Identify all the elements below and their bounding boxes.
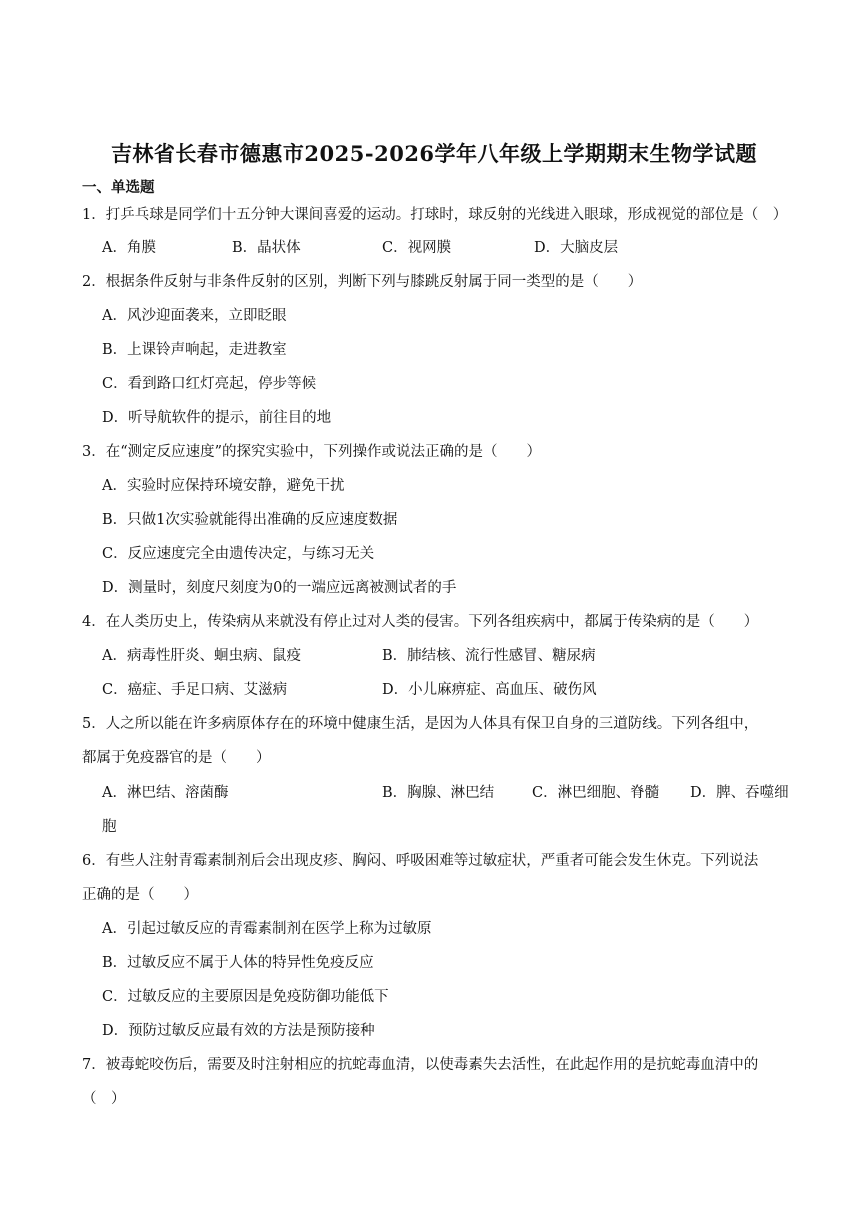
question-4-option-c: C．癌症、手足口病、艾滋病 [102,682,288,698]
question-2-stem: 2．根据条件反射与非条件反射的区别，判断下列与膝跳反射属于同一类型的是（ ） [82,274,643,290]
exam-title: 吉林省长春市德惠市2025-2026学年八年级上学期期末生物学试题 [110,141,758,166]
question-3-option-c: C．反应速度完全由遗传决定，与练习无关 [102,546,375,562]
question-6-option-c: C．过敏反应的主要原因是免疫防御功能低下 [102,989,389,1005]
question-1-option-a: A．角膜 [102,240,156,256]
question-7-stem-line-1: 7．被毒蛇咬伤后，需要及时注射相应的抗蛇毒血清，以使毒素失去活性，在此起作用的是抗蛇毒血清中的 [82,1057,759,1073]
question-1-option-c: C．视网膜 [382,240,452,256]
question-7-stem-line-2: （ ） [82,1091,126,1107]
question-4-option-d: D．小儿麻痹症、高血压、破伤风 [382,682,597,698]
question-4-stem: 4．在人类历史上，传染病从来就没有停止过对人类的侵害。下列各组疾病中，都属于传染病的是（ ） [82,614,759,630]
question-5-stem-line-1: 5．人之所以能在许多病原体存在的环境中健康生活，是因为人体具有保卫自身的三道防线。下列各组中， [82,716,759,732]
question-4-option-a: A．病毒性肝炎、蛔虫病、鼠疫 [102,648,301,664]
question-2-option-c: C．看到路口红灯亮起，停步等候 [102,376,317,392]
question-5-stem-line-2: 都属于免疫器官的是（ ） [82,750,271,766]
question-6-option-d: D．预防过敏反应最有效的方法是预防接种 [102,1023,375,1039]
question-5-option-b: B．胸腺、淋巴结 [382,785,495,801]
question-2-option-a: A．风沙迎面袭来，立即眨眼 [102,308,287,324]
question-5-option-c: C．淋巴细胞、脊髓 [532,785,660,801]
question-3-option-a: A．实验时应保持环境安静，避免干扰 [102,478,345,494]
question-5-option-d: D．脾、吞噬细 [690,785,789,801]
question-4-option-b: B．肺结核、流行性感冒、糖尿病 [382,648,596,664]
question-6-stem-line-2: 正确的是（ ） [82,887,198,903]
question-3-option-b: B．只做1次实验就能得出准确的反应速度数据 [102,512,398,528]
question-5-option-a: A．淋巴结、溶菌酶 [102,785,229,801]
question-2-option-d: D．听导航软件的提示，前往目的地 [102,410,332,426]
question-1-stem: 1．打乒乓球是同学们十五分钟大课间喜爱的运动。打球时，球反射的光线进入眼球，形成视觉的部位是（ ） [82,207,788,223]
question-6-option-b: B．过敏反应不属于人体的特异性免疫反应 [102,955,374,971]
question-1-option-b: B．晶状体 [232,240,301,256]
question-2-option-b: B．上课铃声响起，走进教室 [102,342,287,358]
question-6-option-a: A．引起过敏反应的青霉素制剂在医学上称为过敏原 [102,921,432,937]
question-3-option-d: D．测量时，刻度尺刻度为0的一端应远离被测试者的手 [102,580,457,596]
question-1-option-d: D．大脑皮层 [534,240,619,256]
question-3-stem: 3．在“测定反应速度”的探究实验中，下列操作或说法正确的是（ ） [82,444,542,460]
question-5-option-d-continued: 胞 [102,819,117,835]
section-heading: 一、单选题 [82,179,155,196]
question-6-stem-line-1: 6．有些人注射青霉素制剂后会出现皮疹、胸闷、呼吸困难等过敏症状，严重者可能会发生休克。下列说法 [82,853,759,869]
